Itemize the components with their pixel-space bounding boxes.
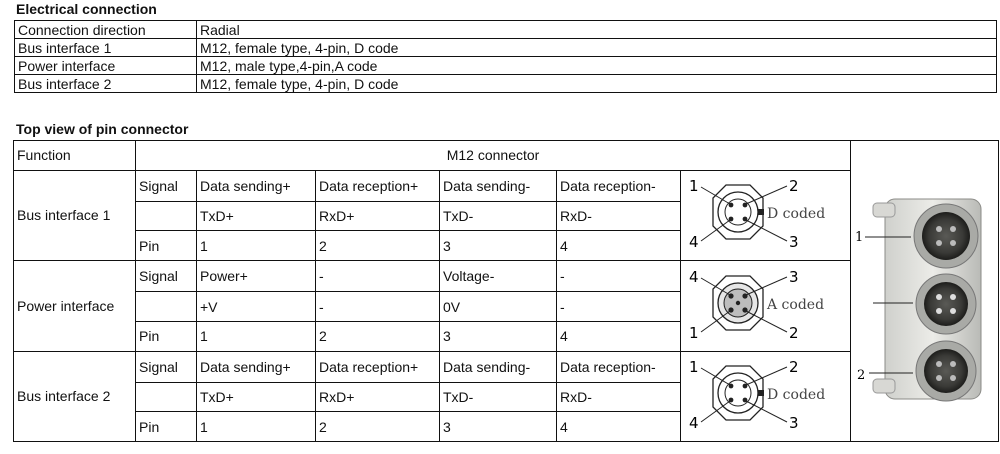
pin-connector-table <box>13 140 999 442</box>
cell: Data sending- <box>440 170 557 201</box>
cell: Data reception+ <box>316 351 440 382</box>
pin-label: 1 <box>689 358 699 377</box>
electrical-connection-table <box>14 20 997 93</box>
connector-photo <box>851 141 999 442</box>
row-value: Radial <box>197 21 997 39</box>
pin-label: 2 <box>789 358 799 377</box>
table-row <box>15 21 997 39</box>
cell: Data sending- <box>440 351 557 382</box>
cell: 2 <box>316 231 440 261</box>
cell: - <box>316 292 440 322</box>
coding-label: A coded <box>767 296 825 313</box>
cell: 1 <box>197 231 316 261</box>
cell: 2 <box>316 412 440 442</box>
cell: 4 <box>557 321 681 351</box>
cell: - <box>557 292 681 322</box>
connector-block-photo <box>851 141 999 441</box>
row-label: Signal <box>136 351 197 382</box>
cell: 3 <box>440 321 557 351</box>
row-label <box>136 201 197 231</box>
row-label <box>136 382 197 412</box>
group-name: Bus interface 1 <box>14 170 136 260</box>
cell: 3 <box>440 412 557 442</box>
group-name: Power interface <box>14 261 136 351</box>
row-value: M12, female type, 4-pin, D code <box>197 39 997 57</box>
cell: - <box>316 261 440 292</box>
cell: Voltage- <box>440 261 557 292</box>
cell: - <box>557 261 681 292</box>
cell: 2 <box>316 321 440 351</box>
row-label: Signal <box>136 170 197 201</box>
row-value: M12, male type,4-pin,A code <box>197 57 997 75</box>
function-header: Function <box>14 141 136 171</box>
row-label: Pin <box>136 412 197 442</box>
cell: Data sending+ <box>197 170 316 201</box>
pin-diagram-cell <box>681 170 851 260</box>
cell: TxD- <box>440 201 557 231</box>
cell: Data reception- <box>557 170 681 201</box>
row-key: Bus interface 2 <box>15 75 197 93</box>
m12-connector-header: M12 connector <box>136 141 851 171</box>
port-power-shape <box>916 274 976 334</box>
cell: RxD- <box>557 201 681 231</box>
electrical-connection-heading: Electrical connection <box>16 1 157 17</box>
cell: RxD+ <box>316 382 440 412</box>
row-label: Signal <box>136 261 197 292</box>
cell: 1 <box>197 321 316 351</box>
pin-label: 1 <box>689 323 699 342</box>
table-row <box>15 39 997 57</box>
pin-label: 4 <box>689 233 699 252</box>
row-key: Connection direction <box>15 21 197 39</box>
cell: Data sending+ <box>197 351 316 382</box>
mount-tab-shape <box>873 203 895 217</box>
pin-label: 4 <box>689 267 699 286</box>
row-key: Power interface <box>15 57 197 75</box>
cell: Data reception- <box>557 351 681 382</box>
cell: 4 <box>557 231 681 261</box>
row-key: Bus interface 1 <box>15 39 197 57</box>
a-coded-pin-diagram <box>681 262 851 350</box>
cell: 3 <box>440 231 557 261</box>
cell: RxD- <box>557 382 681 412</box>
pin-connector-heading: Top view of pin connector <box>16 121 189 137</box>
mount-tab-shape <box>873 379 895 393</box>
row-label <box>136 292 197 322</box>
pin-label: 3 <box>789 233 799 252</box>
table-row <box>15 75 997 93</box>
table-header-row <box>14 141 999 171</box>
pin-diagram-cell <box>681 351 851 441</box>
d-coded-pin-diagram <box>681 171 851 259</box>
cell: TxD- <box>440 382 557 412</box>
port-2-shape <box>916 341 976 401</box>
cell: TxD+ <box>197 201 316 231</box>
cell: Data reception+ <box>316 170 440 201</box>
callout-label: 1 <box>855 230 864 245</box>
pin-label: 3 <box>789 267 799 286</box>
cell: Power+ <box>197 261 316 292</box>
pin-label: 4 <box>689 414 699 433</box>
pin-label: 1 <box>689 177 699 196</box>
row-label: Pin <box>136 321 197 351</box>
row-value: M12, female type, 4-pin, D code <box>197 75 997 93</box>
pin-label: 3 <box>789 414 799 433</box>
cell: 4 <box>557 412 681 442</box>
cell: 0V <box>440 292 557 322</box>
d-coded-pin-diagram <box>681 352 851 440</box>
cell: +V <box>197 292 316 322</box>
cell: RxD+ <box>316 201 440 231</box>
row-label: Pin <box>136 231 197 261</box>
coding-label: D coded <box>767 206 826 223</box>
port-1-shape <box>914 204 978 268</box>
coding-label: D coded <box>767 387 826 404</box>
pin-diagram-cell <box>681 261 851 351</box>
pin-label: 2 <box>789 323 799 342</box>
pin-label: 2 <box>789 177 799 196</box>
callout-label: 2 <box>857 368 866 383</box>
cell: TxD+ <box>197 382 316 412</box>
group-name: Bus interface 2 <box>14 351 136 441</box>
cell: 1 <box>197 412 316 442</box>
table-row <box>15 57 997 75</box>
